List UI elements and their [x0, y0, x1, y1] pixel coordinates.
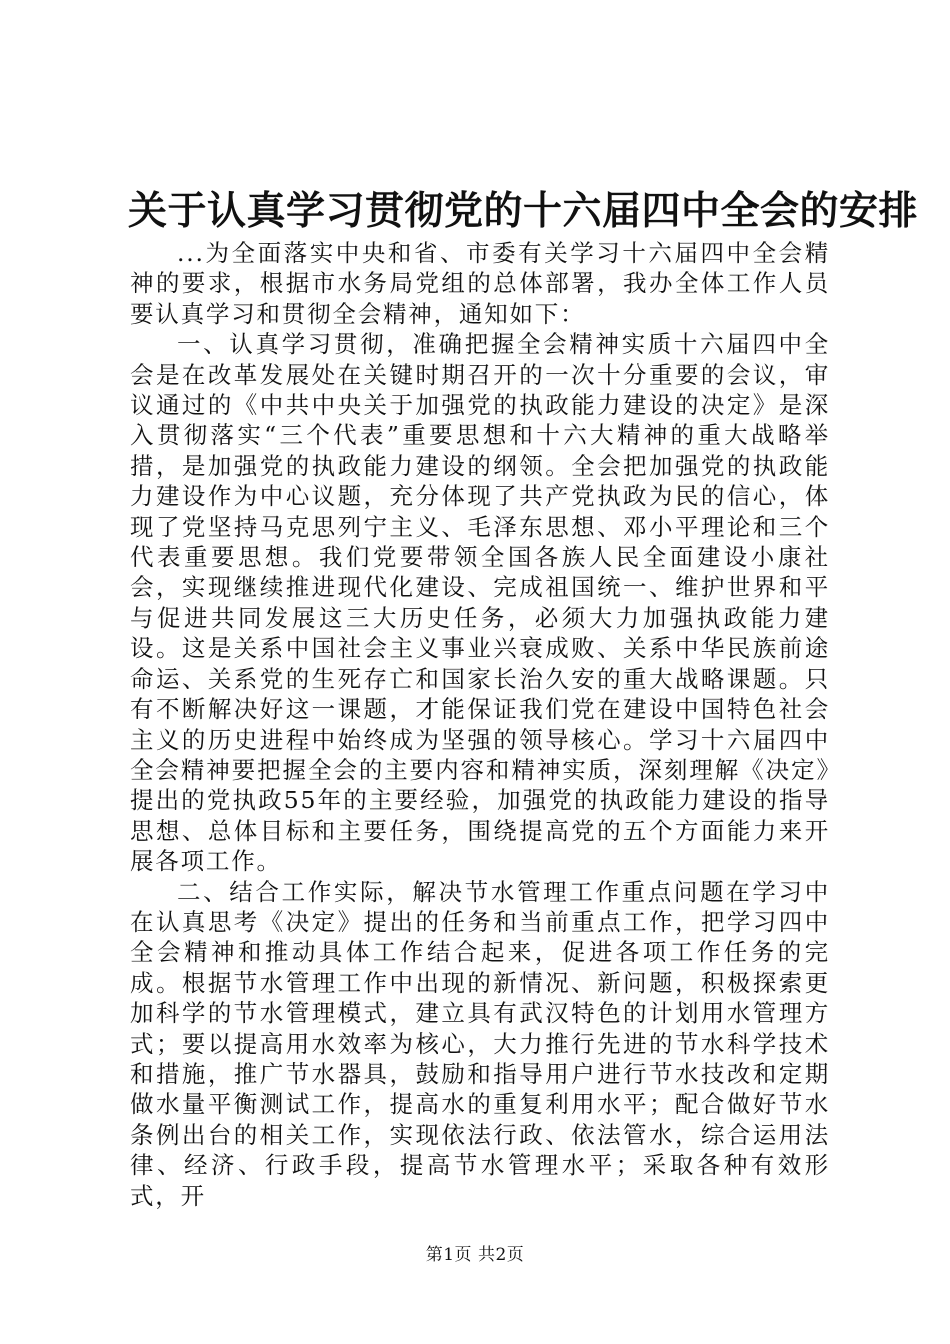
- page-footer: 第1页 共2页: [425, 1245, 525, 1265]
- paragraph-intro: ...为全面落实中央和省、市委有关学习十六届四中全会精神的要求，根据市水务局党组的总体部署，我办全体工作人员要认真学习和贯彻全会精神，通知如下：: [130, 239, 830, 328]
- document-body: [130, 238, 830, 1211]
- paragraph-section-two: 二、结合工作实际，解决节水管理工作重点问题在学习中在认真思考《决定》提出的任务和当前重点工作，把学习四中全会精神和推动具体工作结合起来，促进各项工作任务的完成。根据节水管理工作中出现的新情况、新问题，积极探索更加科学的节水管理模式，建立具有武汉特色的计划用水管理方式；要以提高用水效率为核心，大力推行先进的节水科学技术和措施，推广节水器具，鼓励和指导用户进行节水技改和定期做水量平衡测试工作，提高水的重复利用水平；配合做好节水条例出台的相关工作，实现依法行政、依法管水，综合运用法律、经济、行政手段，提高节水管理水平；采取各种有效形式，开: [130, 877, 830, 1210]
- paragraph-section-one: 一、认真学习贯彻，准确把握全会精神实质十六届四中全会是在改革发展处在关键时期召开的一次十分重要的会议，审议通过的《中共中央关于加强党的执政能力建设的决定》是深入贯彻落实“三个代表”重要思想和十六大精神的重大战略举措，是加强党的执政能力建设的纲领。全会把加强党的执政能力建设作为中心议题，充分体现了共产党执政为民的信心，体现了党坚持马克思列宁主义、毛泽东思想、邓小平理论和三个代表重要思想。我们党要带领全国各族人民全面建设小康社会，实现继续推进现代化建设、完成祖国统一、维护世界和平与促进共同发展这三大历史任务，必须大力加强执政能力建设。这是关系中国社会主义事业兴衰成败、关系中华民族前途命运、关系党的生死存亡和国家长治久安的重大战略课题。只有不断解决好这一课题，才能保证我们党在建设中国特色社会主义的历史进程中始终成为坚强的领导核心。学习十六届四中全会精神要把握全会的主要内容和精神实质，深刻理解《决定》提出的党执政55年的主要经验，加强党的执政能力建设的指导思想、总体目标和主要任务，围绕提高党的五个方面能力来开展各项工作。: [130, 330, 830, 876]
- document-title: 关于认真学习贯彻党的十六届四中全会的安排: [128, 188, 919, 234]
